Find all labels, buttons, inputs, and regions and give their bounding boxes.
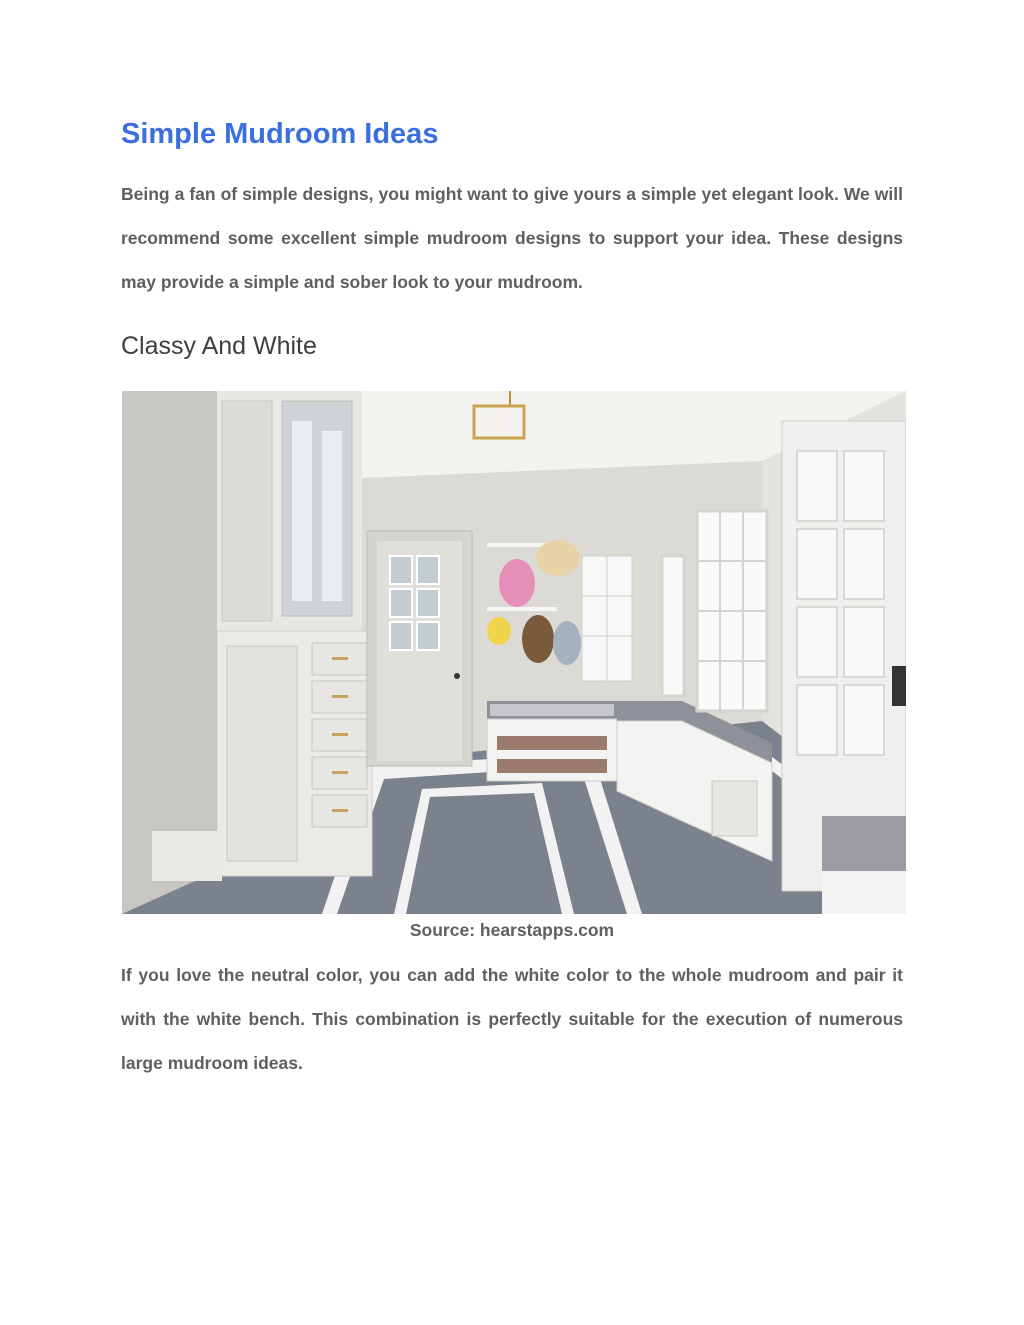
- mudroom-photo: [122, 391, 906, 914]
- page-title: Simple Mudroom Ideas: [121, 118, 439, 150]
- section-body-paragraph: If you love the neutral color, you can add the white color to the whole mudroom and pair it with the white bench. This combination is perfectly suitable for the execution of numerous large mudroom ideas.: [121, 965, 903, 1073]
- section-heading: Classy And White: [121, 332, 317, 360]
- image-caption: Source: hearstapps.com: [409, 920, 615, 940]
- intro-paragraph: Being a fan of simple designs, you might want to give yours a simple yet elegant look. We will recommend some excellent simple mudroom designs to support your idea. These designs may provide a simple and sober look to your mudroom.: [121, 184, 903, 292]
